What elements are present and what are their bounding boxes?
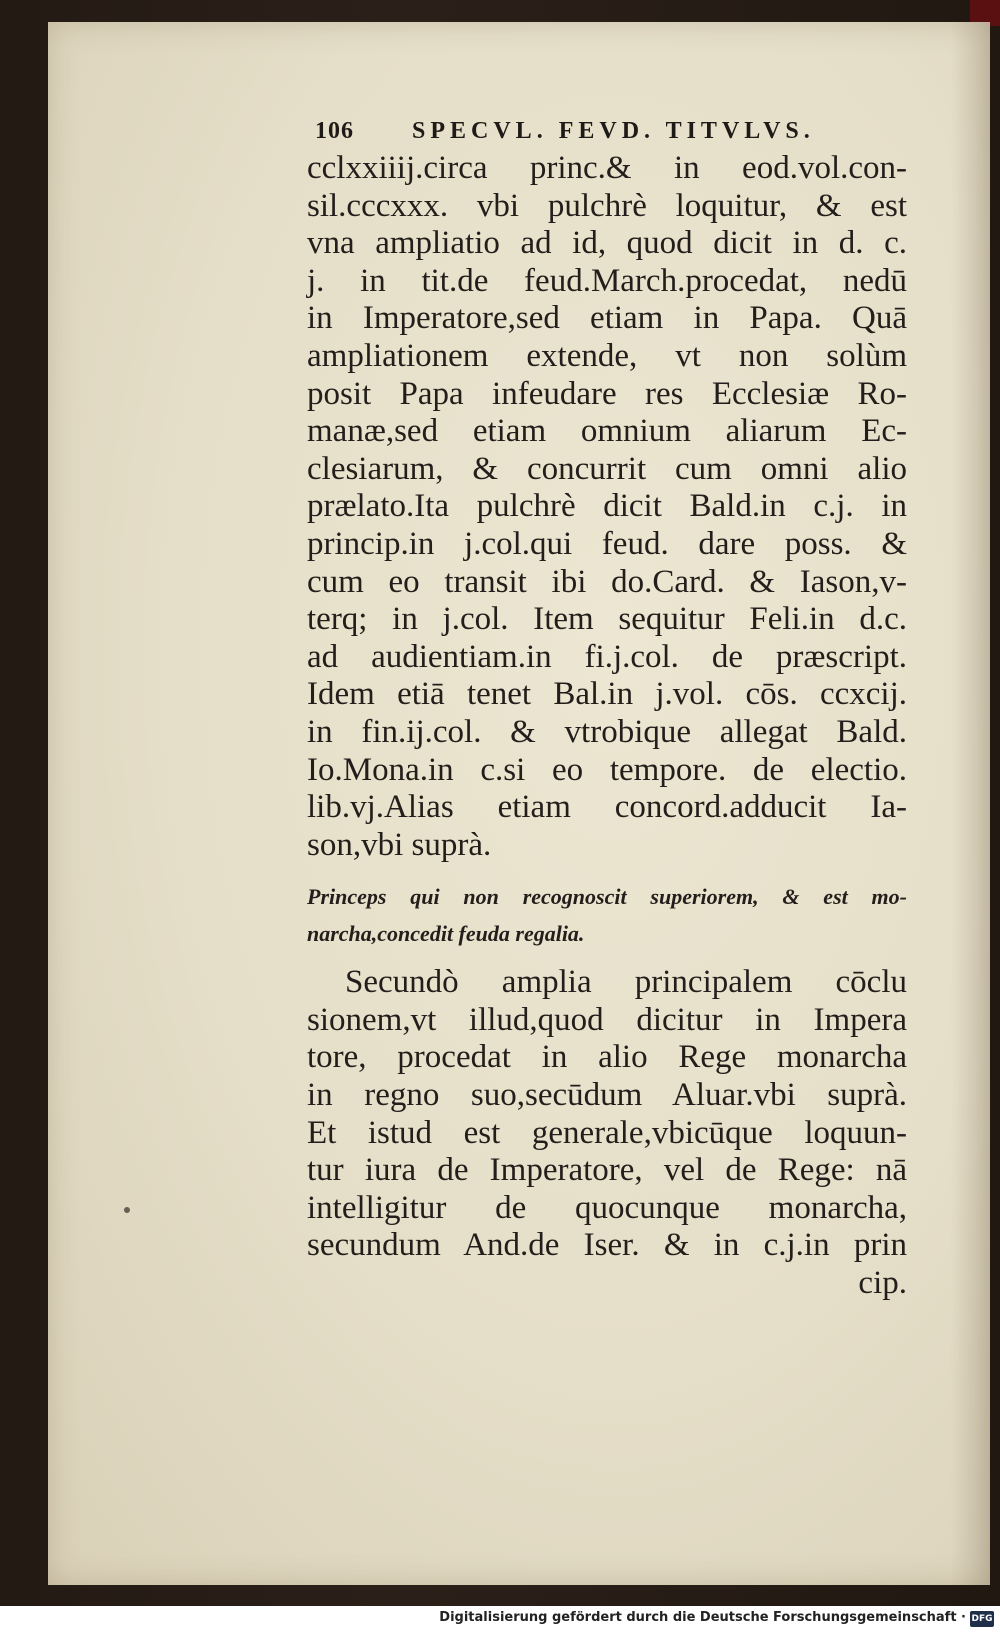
- text-line: ampliationem extende, vt non solùm: [307, 337, 907, 374]
- text-line: Io.Mona.in c.si eo tempore. de electio.: [307, 751, 907, 788]
- text-line: Idem etiā tenet Bal.in j.vol. cōs. ccxcij.: [307, 676, 907, 713]
- page-gutter-shadow: [950, 22, 990, 1585]
- text-line: lib.vj.Alias etiam concord.adducit Ia-: [307, 789, 907, 826]
- text-line: vna ampliatio ad id, quod dicit in d. c.: [307, 225, 907, 262]
- text-line: sionem,vt illud,quod dicitur in Impera: [307, 1001, 907, 1038]
- text-line: Secundò amplia principalem cōclu: [345, 964, 907, 1001]
- text-line: terq; in j.col. Item sequitur Feli.in d.c.: [307, 601, 907, 638]
- text-line: tur iura de Imperatore, vel de Rege: nā: [307, 1152, 907, 1189]
- text-line: cclxxiiij.circa princ.& in eod.vol.con-: [307, 150, 907, 186]
- text-line: posit Papa infeudare res Ecclesiæ Ro-: [307, 375, 907, 412]
- text-line: intelligitur de quocunque monarcha,: [307, 1189, 907, 1226]
- text-column: [307, 150, 907, 1303]
- footer-credit: Digitalisierung gefördert durch die Deutsche Forschungsgemeinschaft ·: [439, 1610, 966, 1625]
- paragraph-2: [307, 964, 907, 1302]
- text-line: prælato.Ita pulchrè dicit Bald.in c.j. in: [307, 488, 907, 525]
- digitization-footer: [0, 1606, 1000, 1634]
- margin-mark: [124, 1207, 130, 1213]
- rubric-line: narcha,concedit feuda regalia.: [307, 921, 585, 947]
- text-line: Et istud est generale,vbicūque loquun-: [307, 1114, 907, 1151]
- text-line: secundum And.de Iser. & in c.j.in prin: [307, 1227, 907, 1264]
- text-line: son,vbi suprà.: [307, 826, 492, 863]
- marginal-rubric: [307, 878, 907, 952]
- text-line: cip.: [858, 1265, 907, 1302]
- dfg-logo: DFG: [970, 1611, 994, 1627]
- text-line: sil.cccxxx. vbi pulchrè loquitur, & est: [307, 187, 907, 224]
- text-line: clesiarum, & concurrit cum omni alio: [307, 450, 907, 487]
- running-title: SPECVL. FEVD. TITVLVS.: [412, 118, 815, 144]
- text-line: j. in tit.de feud.March.procedat, nedū: [307, 262, 907, 299]
- rubric-line: Princeps qui non recognoscit superiorem, & est mo-: [307, 884, 907, 910]
- text-line: cum eo transit ibi do.Card. & Iason,v-: [307, 563, 907, 600]
- text-line: in Imperatore,sed etiam in Papa. Quā: [307, 300, 907, 337]
- page-header: [315, 112, 855, 152]
- page-number: 106: [315, 118, 354, 144]
- text-line: tore, procedat in alio Rege monarcha: [307, 1039, 907, 1076]
- text-line: princip.in j.col.qui feud. dare poss. &: [307, 525, 907, 562]
- text-line: in regno suo,secūdum Aluar.vbi suprà.: [307, 1077, 907, 1114]
- text-line: manæ,sed etiam omnium aliarum Ec-: [307, 413, 907, 450]
- text-line: ad audientiam.in fi.j.col. de præscript.: [307, 638, 907, 675]
- text-line: in fin.ij.col. & vtrobique allegat Bald.: [307, 713, 907, 750]
- paragraph-1: [307, 150, 907, 864]
